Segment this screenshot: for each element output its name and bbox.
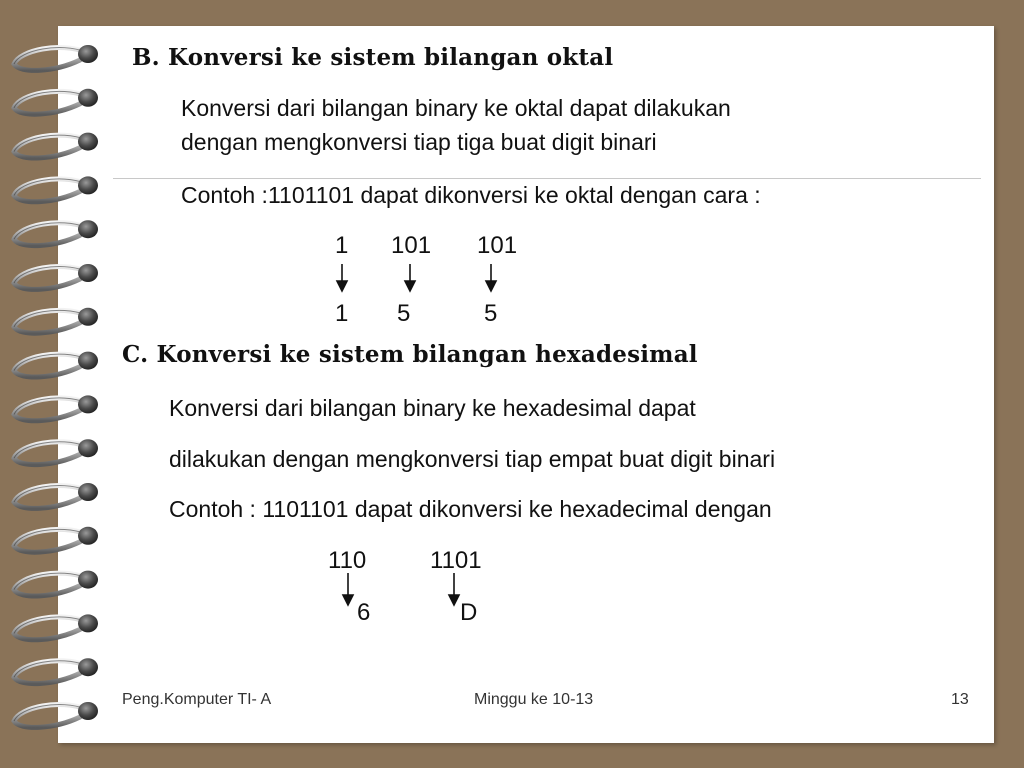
- hex-description-line-1: Konversi dari bilangan binary ke hexadesimal dapat: [169, 395, 696, 421]
- heading-oktal: B. Konversi ke sistem bilangan oktal: [132, 44, 614, 71]
- oktal-group-1: 1: [335, 232, 349, 259]
- hex-description-line-2: dilakukan dengan mengkonversi tiap empat buat digit binari: [169, 446, 776, 472]
- binding-ring-icon: [14, 220, 98, 245]
- heading-hexadesimal: C. Konversi ke sistem bilangan hexadesimal: [122, 341, 698, 368]
- hex-result-2: D: [460, 599, 478, 626]
- binding-ring-icon: [14, 702, 98, 727]
- footer-page-number: 13: [951, 691, 969, 708]
- hex-example-text: Contoh : 1101101 dapat dikonversi ke hexadecimal dengan: [169, 496, 772, 522]
- binding-ring-icon: [14, 45, 98, 70]
- binding-ring-icon: [14, 614, 98, 639]
- oktal-group-3: 101: [477, 232, 518, 259]
- binding-ring-icon: [14, 395, 98, 420]
- binding-ring-icon: [14, 133, 98, 158]
- hex-group-2: 1101: [430, 547, 482, 574]
- binding-ring-icon: [14, 89, 98, 114]
- binding-ring-icon: [14, 658, 98, 683]
- binding-ring-icon: [14, 176, 98, 201]
- divider-line: [113, 178, 981, 179]
- hex-result-1: 6: [357, 599, 371, 626]
- oktal-result-2: 5: [397, 300, 411, 327]
- oktal-example-text: Contoh :1101101 dapat dikonversi ke oktal dengan cara :: [181, 182, 761, 208]
- oktal-result-3: 5: [484, 300, 498, 327]
- binding-ring-icon: [14, 264, 98, 289]
- hex-group-1: 110: [328, 547, 367, 574]
- footer-week: Minggu ke 10-13: [474, 691, 594, 708]
- footer-course: Peng.Komputer TI- A: [122, 691, 272, 708]
- oktal-description-line-2: dengan mengkonversi tiap tiga buat digit binari: [181, 129, 657, 155]
- oktal-result-1: 1: [335, 300, 349, 327]
- spiral-binding: [0, 0, 110, 768]
- binding-ring-icon: [14, 527, 98, 552]
- binding-ring-icon: [14, 483, 98, 508]
- oktal-group-2: 101: [391, 232, 432, 259]
- binding-ring-icon: [14, 571, 98, 596]
- binding-ring-icon: [14, 352, 98, 377]
- binding-ring-icon: [14, 439, 98, 464]
- binding-ring-icon: [14, 308, 98, 333]
- oktal-description-line-1: Konversi dari bilangan binary ke oktal dapat dilakukan: [181, 95, 731, 121]
